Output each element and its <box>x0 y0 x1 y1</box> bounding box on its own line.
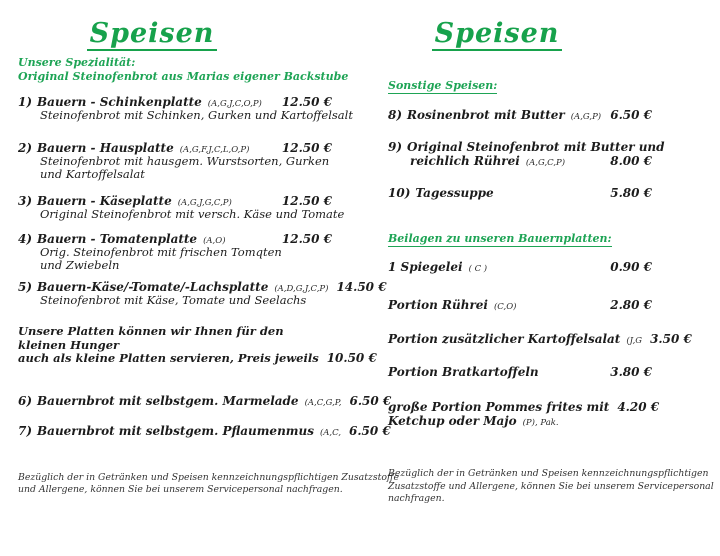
side-item-spiegelei <box>388 260 652 274</box>
right-footer-disclaimer <box>388 468 714 506</box>
specialty-note <box>18 56 349 83</box>
item-7-head <box>18 423 391 438</box>
side-3-allergens: (J,G <box>626 336 643 347</box>
item-7-number: 7) <box>18 423 33 438</box>
specialty-line-2: Original Steinofenbrot aus Marias eigener Backstube <box>18 69 349 83</box>
left-column <box>18 18 400 497</box>
side-3-name: Portion zusätzlicher Kartoffelsalat <box>388 332 621 347</box>
item-9-head <box>388 140 665 155</box>
item-4-price: 12.50 € <box>281 232 332 247</box>
side-item-kartoffelsalat <box>388 332 692 347</box>
specialty-line-1: Unsere Spezialität: <box>18 56 136 70</box>
item-9-name-line-1: Original Steinofenbrot mit Butter und <box>407 140 665 155</box>
item-10-number: 10) <box>388 186 411 201</box>
item-1-price: 12.50 € <box>281 95 332 110</box>
item-6-allergens: (A,C,G,P, <box>304 397 342 408</box>
item-3-price: 12.50 € <box>281 194 332 209</box>
note-line-2: auch als kleine Platten servieren, Preis jeweils <box>18 351 319 366</box>
item-5-price: 14.50 € <box>336 280 387 295</box>
menu-item-9 <box>388 140 665 169</box>
item-1-description: Steinofenbrot mit Schinken, Gurken und Kartoffelsalt <box>40 108 353 123</box>
item-4-head <box>18 232 332 246</box>
side-1-head <box>388 260 652 274</box>
item-3-number: 3) <box>18 194 33 209</box>
menu-item-8 <box>388 108 652 122</box>
item-10-head <box>388 186 652 200</box>
item-4-allergens: (A,O) <box>203 236 226 247</box>
item-4-description-1: Orig. Steinofenbrot mit frischen Tomqten <box>40 245 282 260</box>
side-item-ruehrei <box>388 298 652 312</box>
side-1-price: 0.90 € <box>610 260 652 275</box>
item-2-name: Bauern - Hausplatte <box>37 141 174 156</box>
item-7-allergens: (A,C, <box>319 427 342 438</box>
note-line-1: Unsere Platten können wir Ihnen für den kleinen Hunger <box>18 324 284 352</box>
sides-section <box>388 230 652 247</box>
side-1-name: 1 Spiegelei <box>388 260 463 275</box>
item-2-description-2: und Kartoffelsalat <box>40 167 145 182</box>
item-7-price: 6.50 € <box>349 423 391 438</box>
item-2-price: 12.50 € <box>281 141 332 156</box>
item-1-number: 1) <box>18 95 33 110</box>
menu-item-2 <box>18 141 332 181</box>
side-2-head <box>388 298 652 312</box>
item-6-head <box>18 393 392 408</box>
side-2-allergens: (C,O) <box>493 302 517 313</box>
item-6-number: 6) <box>18 393 33 408</box>
item-8-number: 8) <box>388 108 403 123</box>
pommes-name-line-1: große Portion Pommes frites mit <box>388 400 610 415</box>
menu-item-10 <box>388 186 652 200</box>
item-5-number: 5) <box>18 280 33 295</box>
item-6-price: 6.50 € <box>349 393 392 408</box>
left-footer-line-1: Bezüglich der in Getränken und Speisen kennzeichnungspflichtigen Zusatzstoffe <box>18 471 400 483</box>
item-9-name-line-2: reichlich Rührei <box>410 154 520 169</box>
other-dishes-heading: Sonstige Speisen: <box>388 79 498 93</box>
item-2-description-1: Steinofenbrot mit hausgem. Wurstsorten, Gurken <box>40 154 330 169</box>
menu-item-1 <box>18 95 353 123</box>
pommes-name-line-2: Ketchup oder Majo <box>388 414 517 429</box>
side-4-name: Portion Bratkartoffeln <box>388 365 539 380</box>
menu-item-4 <box>18 232 332 272</box>
right-footer-line-1: Bezüglich der in Getränken und Speisen kennzeichnungspflichtigen <box>388 468 709 480</box>
item-4-number: 4) <box>18 232 33 247</box>
side-3-price: 3.50 € <box>650 332 692 347</box>
item-5-head <box>18 280 387 295</box>
side-3-head <box>388 332 692 347</box>
item-8-head <box>388 108 652 122</box>
sides-heading: Beilagen zu unseren Bauernplatten: <box>388 232 612 246</box>
item-9-number: 9) <box>388 140 403 155</box>
item-8-allergens: (A,G,P) <box>570 112 602 123</box>
item-7-name: Bauernbrot mit selbstgem. Pflaumenmus <box>37 423 314 438</box>
item-9-price: 8.00 € <box>610 154 652 169</box>
right-menu-title: Speisen <box>432 18 563 51</box>
item-1-allergens: (A,G,J,C,O,P) <box>207 99 262 110</box>
item-4-name: Bauern - Tomatenplatte <box>37 232 198 247</box>
other-dishes-section <box>388 77 652 94</box>
menu-item-7 <box>18 423 391 438</box>
item-4-description-2: und Zwiebeln <box>40 258 120 273</box>
item-1-name: Bauern - Schinkenplatte <box>37 95 202 110</box>
side-item-bratkartoffeln <box>388 365 652 379</box>
note-line-2-row <box>18 351 377 366</box>
right-column <box>388 18 714 506</box>
left-footer-disclaimer <box>18 471 400 497</box>
item-3-name: Bauern - Käseplatte <box>37 194 172 209</box>
pommes-line-2-row <box>388 414 652 428</box>
item-5-description: Steinofenbrot mit Käse, Tomate und Seelachs <box>40 293 307 308</box>
note-price: 10.50 € <box>326 351 377 366</box>
item-2-head <box>18 141 332 155</box>
item-3-head <box>18 194 332 208</box>
left-title-wrap <box>18 18 286 51</box>
menu-item-6 <box>18 393 392 408</box>
menu-item-5 <box>18 280 387 308</box>
left-menu-title: Speisen <box>87 18 218 51</box>
side-1-allergens: ( C ) <box>468 264 488 275</box>
item-6-name: Bauernbrot mit selbstgem. Marmelade <box>37 393 299 408</box>
right-title-wrap <box>388 18 606 51</box>
item-9-line-2 <box>410 154 652 168</box>
right-footer-line-3: nachfragen. <box>388 493 445 505</box>
side-4-price: 3.80 € <box>610 365 652 380</box>
item-2-number: 2) <box>18 141 33 156</box>
small-platter-note <box>18 324 377 366</box>
item-10-name: Tagessuppe <box>415 186 494 201</box>
item-10-price: 5.80 € <box>610 186 652 201</box>
item-9-allergens: (A,G,C,P) <box>525 158 566 169</box>
side-2-price: 2.80 € <box>610 298 652 313</box>
pommes-line-1-row <box>388 400 660 415</box>
item-5-allergens: (A,D,G,J,C,P) <box>274 284 329 295</box>
side-4-head <box>388 365 652 379</box>
item-8-name: Rosinenbrot mit Butter <box>407 108 565 123</box>
side-2-name: Portion Rührei <box>388 298 488 313</box>
menu-item-3 <box>18 194 345 222</box>
side-item-pommes <box>388 400 660 429</box>
right-footer-line-2: Zusatzstoffe und Allergene, können Sie bei unserem Servicepersonal <box>388 480 714 492</box>
pommes-price: 4.20 € <box>617 400 660 415</box>
item-1-head <box>18 95 332 109</box>
item-5-name: Bauern-Käse/-Tomate/-Lachsplatte <box>37 280 269 295</box>
item-3-allergens: (A,G,J,G,C,P) <box>177 198 232 209</box>
item-8-price: 6.50 € <box>610 108 652 123</box>
item-2-allergens: (A,G,F,J,C,L,O,P) <box>179 145 250 156</box>
item-3-description: Original Steinofenbrot mit versch. Käse und Tomate <box>40 207 345 222</box>
left-footer-line-2: und Allergene, können Sie bei unserem Servicepersonal nachfragen. <box>18 484 343 496</box>
pommes-allergens: (P), Pak. <box>522 418 559 429</box>
